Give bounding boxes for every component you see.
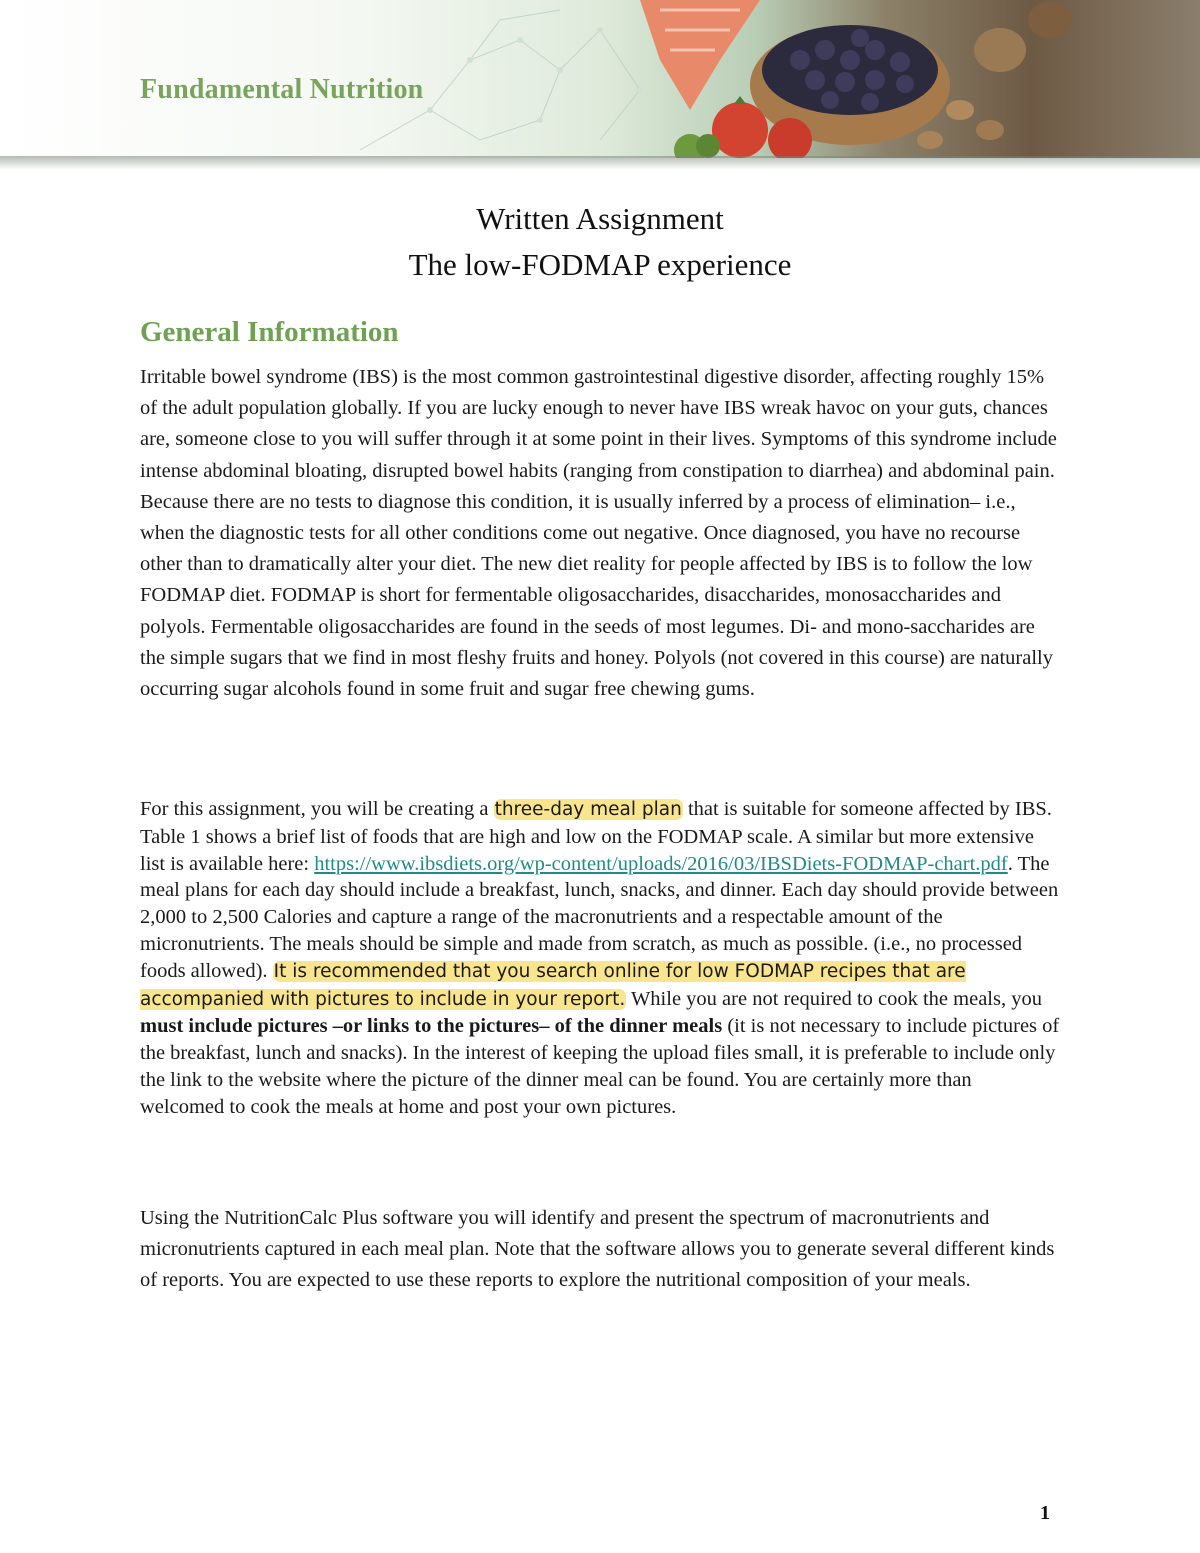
- banner-shadow: [0, 156, 1200, 170]
- page-number: 1: [1040, 1502, 1050, 1524]
- paragraph-text: While you are not required to cook the meals, you: [626, 987, 1042, 1010]
- highlighted-text: It is recommended that you search online for low FODMAP recipes that are accompanied with pictures to include in your report.: [140, 960, 966, 1010]
- highlighted-text: three-day meal plan: [494, 799, 682, 820]
- paragraph-text: For this assignment, you will be creating a: [140, 798, 494, 820]
- header-banner: [0, 0, 1200, 158]
- document-title: [0, 196, 1200, 288]
- paragraph-text: (it is not necessary to include pictures of the breakfast, lunch and snacks). In the interest of keeping the upload files small, it is preferable to include only the link to the website where the picture of the dinner meal can be found. You are certainly more than welcomed to cook the meals at home and post your own pictures.: [140, 1015, 1060, 1118]
- title-line-2: The low-FODMAP experience: [408, 247, 792, 282]
- bold-requirement: must include pictures –or links to the pictures– of the dinner meals: [140, 1015, 723, 1038]
- fodmap-chart-link[interactable]: https://www.ibsdiets.org/wp-content/uploads/2016/03/IBSDiets-FODMAP-chart.pdf: [314, 852, 1008, 875]
- paragraph-assignment: [140, 796, 1060, 1121]
- title-line-1: Written Assignment: [476, 201, 724, 236]
- brand-title: Fundamental Nutrition: [140, 74, 424, 105]
- paragraph-software: Using the NutritionCalc Plus software you will identify and present the spectrum of macronutrients and micronutrients captured in each meal plan. Note that the software allows you to generate several different kinds of reports. You are expected to use these reports to explore the nutritional composition of your meals.: [140, 1207, 1055, 1292]
- section-heading: General Information: [140, 316, 399, 348]
- paragraph-text: . The meal plans for each day should include a breakfast, lunch, snacks, and dinner. Each day should provide between 2,000 to 2,500 Calories and capture a range of the macronutrients and a respectable amount of the micronutrients. The meals should be simple and made from scratch, as much as possible. (i.e., no processed foods allowed).: [140, 852, 1059, 982]
- paragraph-text: that is suitable for someone affected by IBS. Table 1 shows a brief list of foods that are high and low on the FODMAP scale. A similar but more extensive list is available here:: [140, 798, 1052, 875]
- paragraph-general-info: Irritable bowel syndrome (IBS) is the most common gastrointestinal digestive disorder, affecting roughly 15% of the adult population globally. If you are lucky enough to never have IBS wreak havoc on your guts, chances are, someone close to you will suffer through it at some point in their lives. Symptoms of this syndrome include intense abdominal bloating, disrupted bowel habits (ranging from constipation to diarrhea) and abdominal pain. Because there are no tests to diagnose this condition, it is usually inferred by a process of elimination– i.e., when the diagnostic tests for all other conditions come out negative. Once diagnosed, you have no recourse other than to dramatically alter your diet. The new diet reality for people affected by IBS is to follow the low FODMAP diet. FODMAP is short for fermentable oligosaccharides, disaccharides, monosaccharides and polyols. Fermentable oligosaccharides are found in the seeds of most legumes. Di- and mono-saccharides are the simple sugars that we find in most fleshy fruits and honey. Polyols (not covered in this course) are naturally occurring sugar alcohols found in some fruit and sugar free chewing gums.: [140, 366, 1057, 701]
